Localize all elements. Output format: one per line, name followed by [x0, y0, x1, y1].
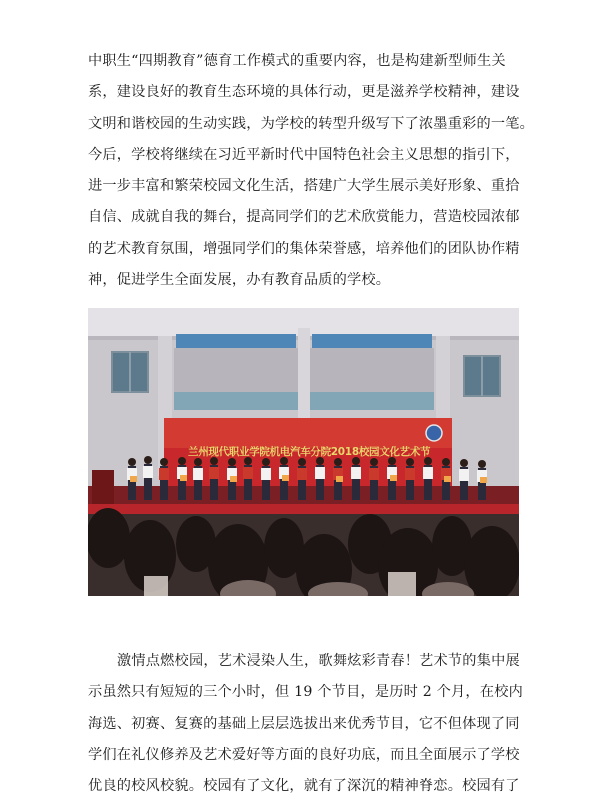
text-line: 优良的校风校貌。校园有了文化，就有了深沉的精神脊恋。校园有了 — [88, 778, 520, 795]
text-line: 今后，学校将继续在习近平新时代中国特色社会主义思想的指引下， — [88, 146, 520, 163]
text-line: 激情点燃校园，艺术浸染人生，歌舞炫彩青春！艺术节的集中展 — [117, 653, 520, 669]
text-line: 文明和谐校园的生动实践，为学校的转型升级写下了浓墨重彩的一笔。 — [88, 115, 535, 132]
stage-banner-text: 兰州现代职业学院机电汽车分院2018校园文化艺术节 — [188, 446, 431, 458]
text-line: 的艺术教育氛围，增强同学们的集体荣誉感，培养他们的团队协作精 — [88, 240, 520, 257]
text-line: 海选、初赛、复赛的基础上层层选拔出来优秀节目，它不但体现了同 — [88, 715, 520, 732]
text-line: 自信、成就自我的舞台，提高同学们的艺术欣赏能力，营造校园浓郁 — [88, 209, 520, 226]
text-line: 示虽然只有短短的三个小时，但 19 个节目，是历时 2 个月，在校内 — [88, 684, 523, 701]
text-line: 神，促进学生全面发展，办有教育品质的学校。 — [88, 272, 391, 289]
text-line: 中职生“四期教育”德育工作模式的重要内容，也是构建新型师生关 — [88, 53, 506, 69]
audience-group — [88, 508, 519, 596]
event-photo — [88, 308, 519, 596]
text-line: 进一步丰富和繁荣校园文化生活，搭建广大学生展示美好形象、重拾 — [88, 178, 520, 195]
article-paragraph-top — [88, 46, 535, 296]
text-line: 学们在礼仪修养及艺术爱好等方面的良好功底，而且全面展示了学校 — [88, 746, 520, 763]
article-paragraph-bottom — [88, 646, 523, 802]
text-line: 系，建设良好的教育生态环境的具体行动，更是滋养学校精神，建设 — [88, 84, 520, 101]
